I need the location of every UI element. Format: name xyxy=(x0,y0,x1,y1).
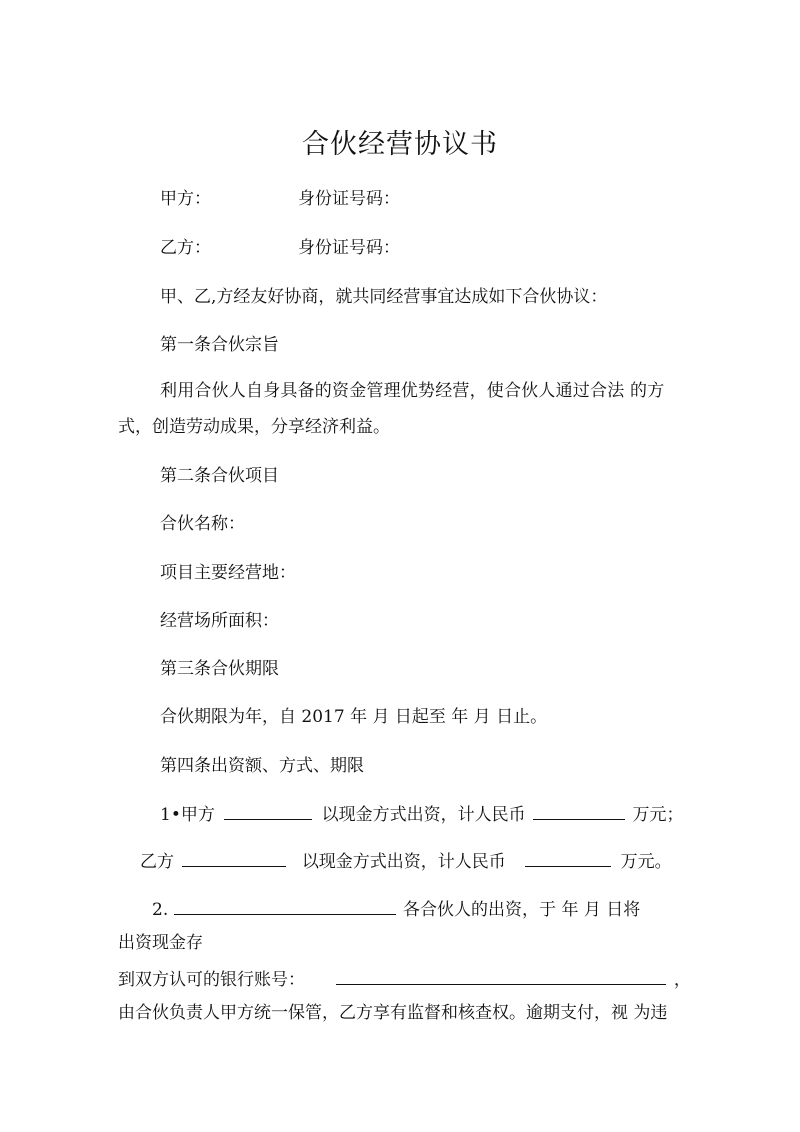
party-a-label: 甲方： xyxy=(160,189,211,209)
custody-clause-line: 由合伙负责人甲方统一保管，乙方享有监督和核查权。逾期支付，视 为违 xyxy=(118,1003,668,1023)
contribution-party-b-suffix: 万元。 xyxy=(620,852,672,872)
contribution-party-b-prefix: 乙方 xyxy=(140,852,174,872)
article-4-heading: 第四条出资额、方式、期限 xyxy=(160,756,364,776)
contribution-party-a-method: 以现金方式出资，计人民币 xyxy=(321,805,526,825)
bank-account-label: 到双方认可的银行账号： xyxy=(118,970,305,990)
document-title: 合伙经营协议书 xyxy=(302,129,498,160)
article-3-heading: 第三条合伙期限 xyxy=(160,659,279,679)
party-a-id-label: 身份证号码： xyxy=(298,189,400,209)
party-b-name-blank xyxy=(182,850,286,867)
contribution-deposit-blank xyxy=(174,898,396,915)
article-2-heading: 第二条合伙项目 xyxy=(160,466,279,486)
contribution-party-a-prefix: 1•甲方 xyxy=(160,805,215,825)
contribution-deposit-row xyxy=(152,898,640,921)
bank-account-row xyxy=(118,968,691,991)
contribution-deposit-text: 各合伙人的出资，于 年 月 日将 xyxy=(403,900,641,920)
contribution-deposit-line-2: 出资现金存 xyxy=(118,933,203,953)
bank-account-blank xyxy=(336,968,666,985)
party-b-id-label: 身份证号码： xyxy=(298,238,400,258)
contribution-party-b-method: 以现金方式出资，计人民币 xyxy=(301,852,506,872)
contribution-party-a-row xyxy=(160,803,683,826)
party-b-label: 乙方： xyxy=(160,238,211,258)
contribution-item-2-number: 2. xyxy=(152,900,169,920)
bank-account-suffix: ， xyxy=(673,970,691,990)
partnership-name-label: 合伙名称： xyxy=(160,514,245,534)
contribution-party-b-row xyxy=(140,850,672,873)
contribution-party-a-suffix: 万元； xyxy=(632,805,684,825)
business-area-label: 经营场所面积： xyxy=(160,611,279,631)
party-a-name-blank xyxy=(224,803,312,820)
article-1-text-line-2: 式，创造劳动成果，分享经济利益。 xyxy=(118,417,390,437)
article-1-text-line-1: 利用合伙人自身具备的资金管理优势经营，使合伙人通过合法 的方 xyxy=(160,381,665,401)
party-b-amount-blank xyxy=(525,850,611,867)
article-1-heading: 第一条合伙宗旨 xyxy=(160,335,279,355)
partnership-term: 合伙期限为年，自 2017 年 月 日起至 年 月 日止。 xyxy=(160,707,548,727)
party-a-amount-blank xyxy=(533,803,625,820)
intro-paragraph: 甲、乙,方经友好协商，就共同经营事宜达成如下合伙协议： xyxy=(160,287,608,307)
business-location-label: 项目主要经营地： xyxy=(160,563,296,583)
